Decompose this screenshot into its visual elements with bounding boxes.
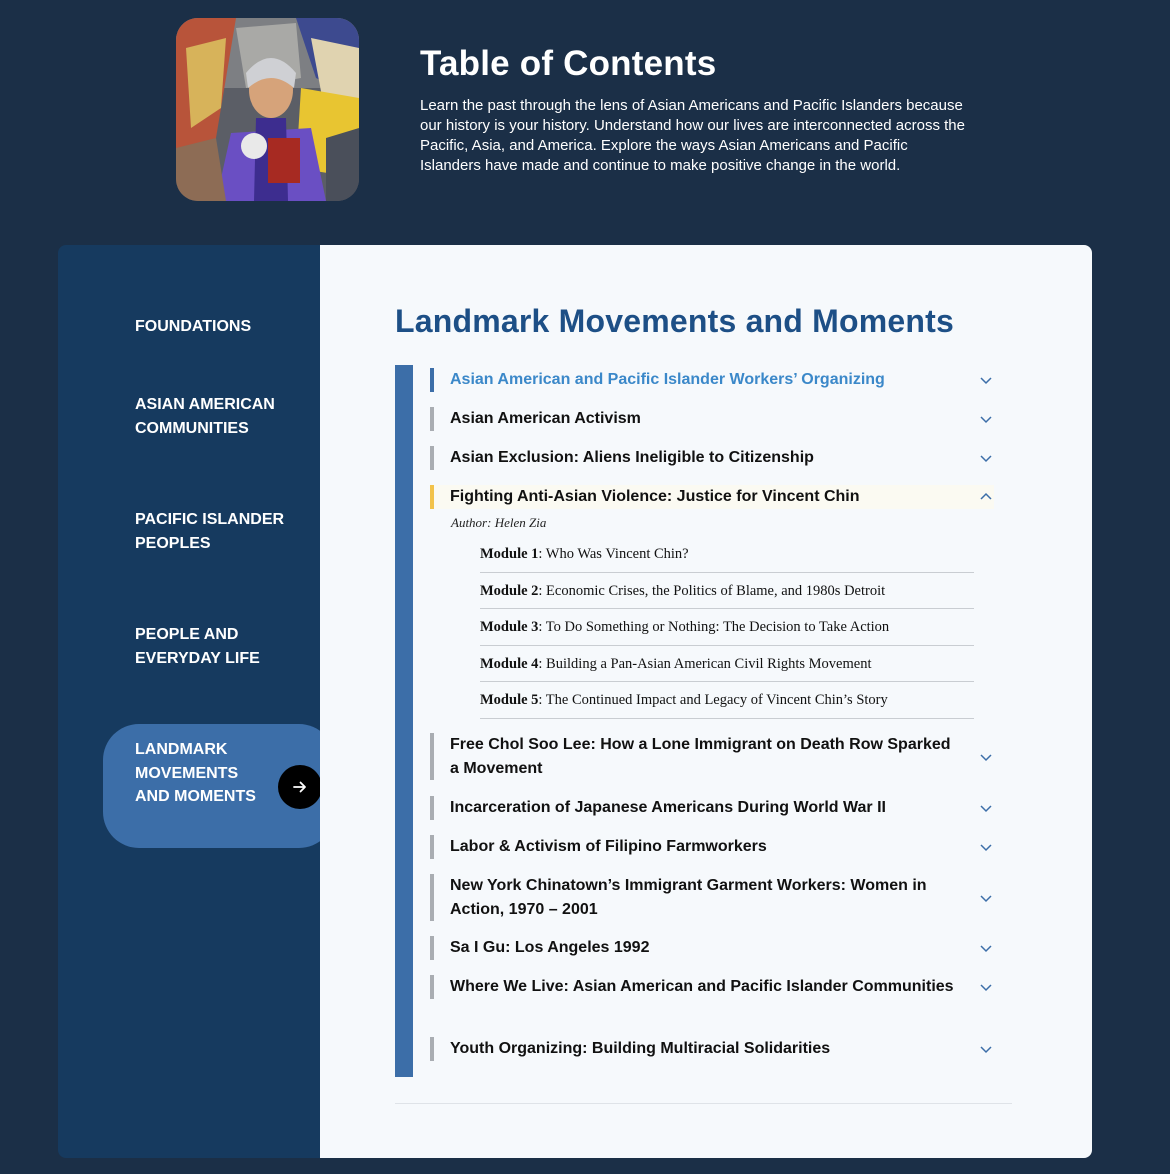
accordion-title: Where We Live: Asian American and Pacific Islander Communities: [450, 978, 954, 995]
artwork-illustration: [176, 18, 359, 201]
accordion-title: Incarceration of Japanese Americans During World War II: [450, 799, 886, 816]
accordion-item-chol-soo-lee[interactable]: [430, 733, 994, 780]
module-link-1[interactable]: [480, 536, 974, 573]
accordion-item-youth-organizing[interactable]: [430, 1037, 994, 1061]
module-link-4[interactable]: [480, 646, 974, 683]
sidebar-item-pacific-islander-peoples[interactable]: PACIFIC ISLANDER PEOPLES: [135, 511, 285, 552]
accordion-item-filipino-farmworkers[interactable]: [430, 835, 994, 859]
chevron-up-icon[interactable]: [978, 489, 994, 505]
module-link-5[interactable]: [480, 682, 974, 719]
sidebar-nav: [58, 245, 320, 1158]
header-artwork: [176, 18, 359, 201]
sidebar-item-people-and-everyday-life[interactable]: PEOPLE AND EVERYDAY LIFE: [135, 626, 260, 667]
accordion-title: Free Chol Soo Lee: How a Lone Immigrant on Death Row Sparked a Movement: [450, 736, 951, 777]
module-number: Module 3: [480, 619, 539, 635]
chevron-down-icon[interactable]: [978, 411, 994, 427]
module-number: Module 5: [480, 692, 539, 708]
module-link-3[interactable]: [480, 609, 974, 646]
chevron-down-icon[interactable]: [978, 940, 994, 956]
sidebar-item-label: LANDMARK MOVEMENTS AND MOMENTS: [135, 741, 256, 805]
accordion-item-where-we-live[interactable]: [430, 975, 994, 999]
chevron-down-icon[interactable]: [978, 890, 994, 906]
chevron-down-icon[interactable]: [978, 749, 994, 765]
accent-bar: [395, 365, 413, 1077]
accordion-title: New York Chinatown’s Immigrant Garment Workers: Women in Action, 1970 – 2001: [450, 877, 927, 918]
module-number: Module 2: [480, 582, 539, 599]
module-title: : Building a Pan-Asian American Civil Rights Movement: [538, 655, 872, 672]
module-title: : The Continued Impact and Legacy of Vincent Chin’s Story: [538, 692, 888, 708]
accordion-item-workers-organizing[interactable]: [430, 368, 994, 392]
module-number: Module 4: [480, 655, 539, 672]
accordion-item-asian-american-activism[interactable]: [430, 407, 994, 431]
chevron-down-icon[interactable]: [978, 372, 994, 388]
chevron-down-icon[interactable]: [978, 979, 994, 995]
accordion-title: Labor & Activism of Filipino Farmworkers: [450, 838, 767, 855]
module-link-2[interactable]: [480, 573, 974, 610]
accordion-item-vincent-chin[interactable]: [430, 485, 994, 509]
accordion-title: Asian Exclusion: Aliens Ineligible to Citizenship: [450, 449, 814, 466]
module-title: : To Do Something or Nothing: The Decision to Take Action: [538, 619, 890, 635]
accordion-title: Sa I Gu: Los Angeles 1992: [450, 939, 650, 956]
sidebar-item-landmark-movements[interactable]: [103, 724, 335, 848]
accordion-title: Youth Organizing: Building Multiracial Solidarities: [450, 1040, 831, 1057]
accordion-item-sa-i-gu[interactable]: [430, 936, 994, 960]
chevron-down-icon[interactable]: [978, 1041, 994, 1057]
page-description: Learn the past through the lens of Asian Americans and Pacific Islanders because our history is your history. Understand how our lives are interconnected across the Pacific, Asia, and America. Explore the ways Asian Americans and Pacific Islanders have made and continue to make positive change in the world.: [420, 97, 965, 174]
accordion-title: Fighting Anti-Asian Violence: Justice for Vincent Chin: [450, 488, 860, 505]
author-label: Author: Helen Zia: [451, 515, 547, 530]
chevron-down-icon[interactable]: [978, 839, 994, 855]
accordion-item-garment-workers[interactable]: [430, 874, 994, 921]
toc-card: [58, 245, 1092, 1158]
module-number: Module 1: [480, 546, 539, 562]
page-title: Table of Contents: [420, 44, 717, 83]
main-content: [320, 245, 1092, 1158]
accordion-item-asian-exclusion[interactable]: [430, 446, 994, 470]
chevron-down-icon[interactable]: [978, 450, 994, 466]
accordion-title: Asian American and Pacific Islander Workers’ Organizing: [450, 371, 885, 388]
section-title: Landmark Movements and Moments: [395, 303, 954, 339]
bottom-divider: [395, 1103, 1012, 1104]
accordion-title: Asian American Activism: [450, 410, 641, 427]
accordion-item-japanese-incarceration[interactable]: [430, 796, 994, 820]
module-title: : Economic Crises, the Politics of Blame, and 1980s Detroit: [538, 582, 886, 599]
chevron-down-icon[interactable]: [978, 800, 994, 816]
sidebar-item-asian-american-communities[interactable]: ASIAN AMERICAN COMMUNITIES: [135, 396, 275, 437]
module-title: : Who Was Vincent Chin?: [538, 546, 689, 562]
sidebar-item-foundations[interactable]: FOUNDATIONS: [135, 318, 252, 335]
arrow-right-icon[interactable]: [278, 765, 322, 809]
